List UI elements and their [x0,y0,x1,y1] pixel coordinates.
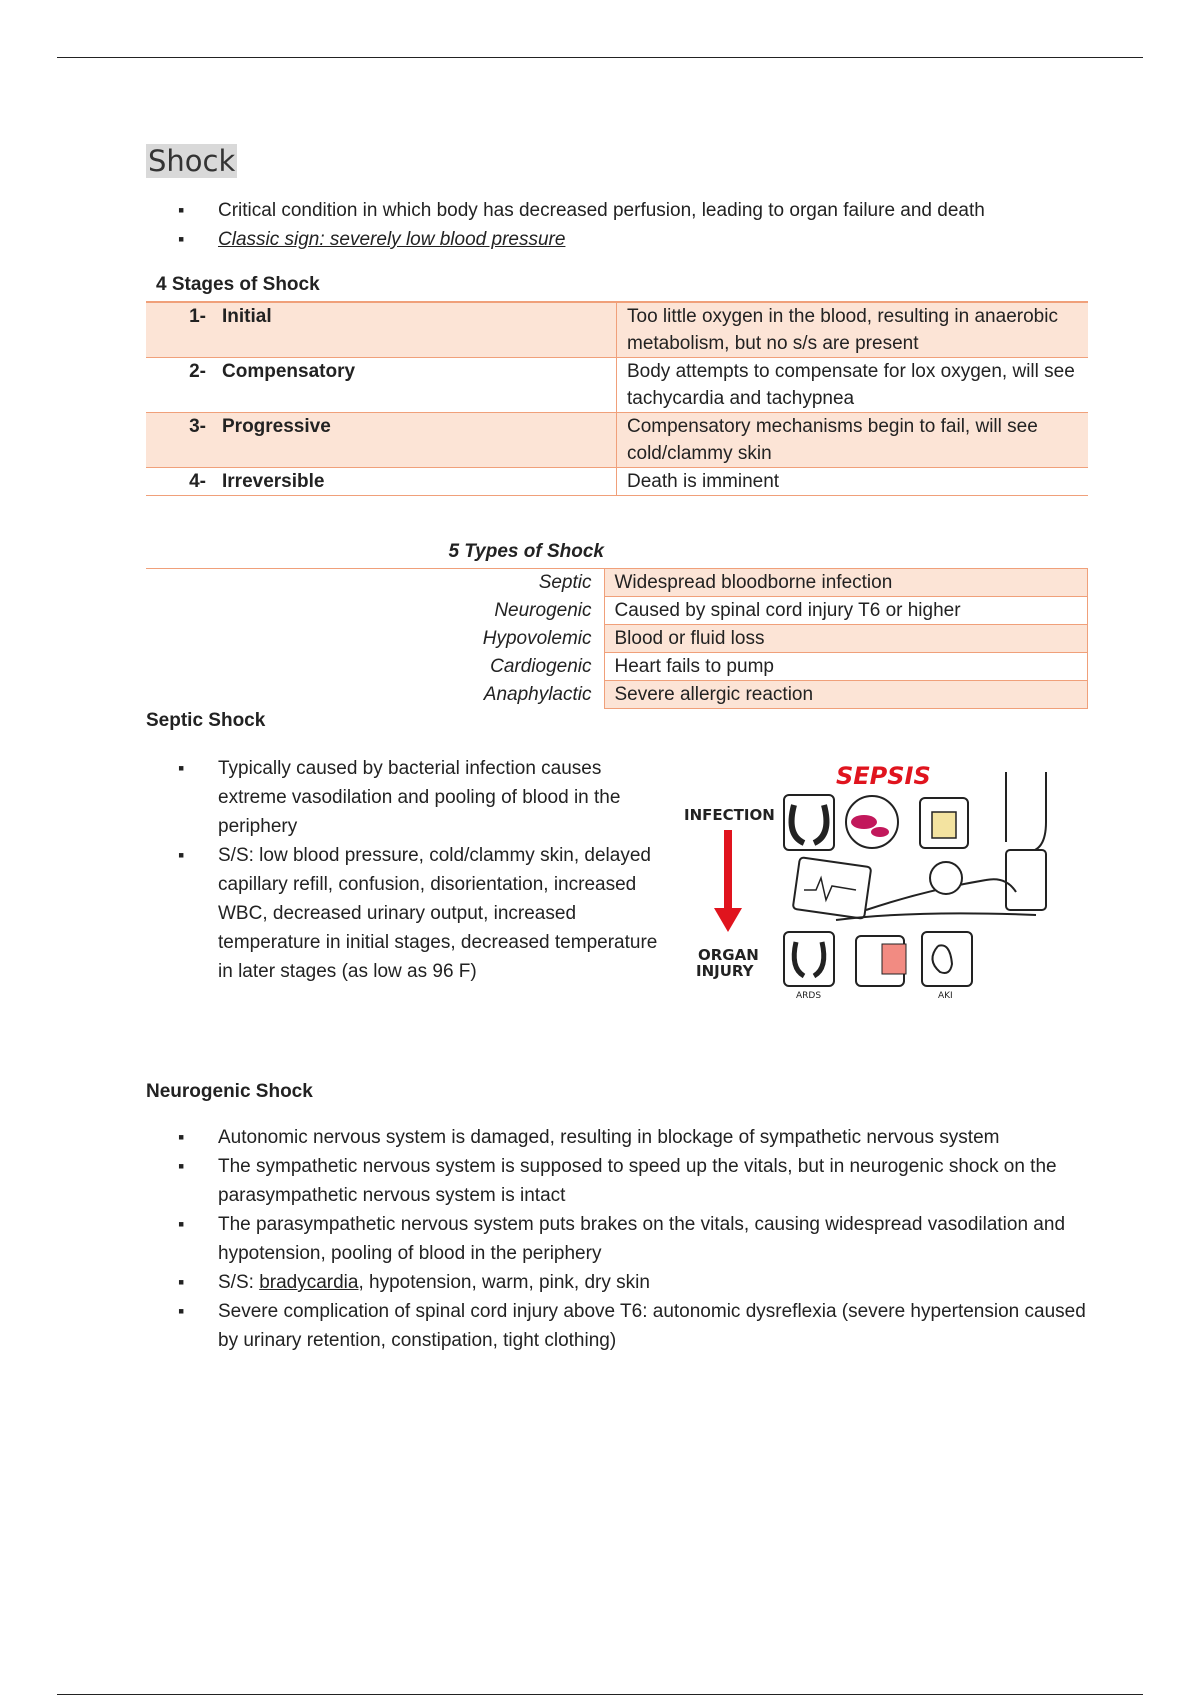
ss-prefix: S/S: [218,1272,260,1293]
type-description: Blood or fluid loss [604,625,1088,653]
lung-xray-icon [784,795,834,850]
type-name: Neurogenic [494,599,592,621]
list-item: ▪ Typically caused by bacterial infection causes extreme vasodilation and pooling of blood in the periphery [146,754,666,841]
injury-label: INJURY [696,962,754,980]
stage-number: 3- [146,413,222,468]
list-item: ▪ Critical condition in which body has decreased perfusion, leading to organ failure and death [146,196,1116,225]
header-rule [57,57,1143,58]
ards-lung-icon [784,932,834,1001]
types-heading: 5 Types of Shock [448,541,604,562]
stages-table [146,301,1088,496]
septic-heading: Septic Shock [146,710,266,731]
sepsis-illustration [676,760,1076,1010]
stages-heading: 4 Stages of Shock [156,274,320,295]
stage-description: Compensatory mechanisms begin to fail, will see cold/clammy skin [617,413,1089,468]
classic-sign-text: Classic sign: severely low blood pressure [218,229,566,250]
table-row [146,681,1088,709]
list-item: ▪ The parasympathetic nervous system puts brakes on the vitals, causing widespread vasodilation and hypotension, pooling of blood in the periphery [146,1210,1106,1268]
table-row [146,302,1088,358]
bradycardia-term: bradycardia [259,1272,359,1293]
table-row [146,569,1088,597]
list-item: ▪ The sympathetic nervous system is supposed to speed up the vitals, but in neurogenic shock on the parasympathetic nervous system is intact [146,1152,1106,1210]
stage-number: 1- [146,302,222,358]
table-row [146,597,1088,625]
type-description: Heart fails to pump [604,653,1088,681]
type-name: Anaphylactic [483,683,592,705]
iv-bag-icon [1006,772,1046,910]
list-item: ▪ Severe complication of spinal cord injury above T6: autonomic dysreflexia (severe hypertension caused by urinary retention, constipation, tight clothing) [146,1297,1106,1355]
stage-description: Death is imminent [617,468,1089,496]
stage-number: 2- [146,358,222,413]
type-name: Cardiogenic [490,655,592,677]
intro-list [146,196,1116,254]
table-row [146,413,1088,468]
ss-rest: , hypotension, warm, pink, dry skin [358,1272,650,1293]
down-arrow-icon [714,830,742,932]
type-description: Widespread bloodborne infection [604,569,1088,597]
table-row [146,468,1088,496]
urine-cup-icon [920,798,968,848]
lab-results-icon [856,936,906,986]
list-item [146,1268,1106,1297]
ards-tag: ARDS [796,991,822,1001]
stage-name: Compensatory [222,358,617,413]
list-item [146,225,1116,254]
neurogenic-list [146,1123,1106,1355]
organ-label: ORGAN [698,946,759,964]
neurogenic-heading: Neurogenic Shock [146,1081,313,1102]
list-item: ▪ S/S: low blood pressure, cold/clammy skin, delayed capillary refill, confusion, disorientation, increased WBC, decreased urinary output, increased temperature in initial stages, decreased temperature in later stages (as low as 96 F) [146,841,666,986]
type-description: Caused by spinal cord injury T6 or higher [604,597,1088,625]
list-item: ▪ Autonomic nervous system is damaged, resulting in blockage of sympathetic nervous system [146,1123,1106,1152]
blood-cells-icon [846,796,898,848]
stage-name: Irreversible [222,468,617,496]
stage-description: Too little oxygen in the blood, resulting in anaerobic metabolism, but no s/s are present [617,302,1089,358]
stage-number: 4- [146,468,222,496]
patient-monitor-icon [793,857,872,919]
sepsis-title: SEPSIS [836,762,931,790]
page-title: Shock [148,144,236,178]
type-description: Severe allergic reaction [604,681,1088,709]
types-table [146,568,1088,709]
stage-description: Body attempts to compensate for lox oxygen, will see tachycardia and tachypnea [617,358,1089,413]
aki-tag: AKI [938,991,953,1001]
footer-rule [57,1694,1143,1695]
septic-list [146,754,666,986]
table-row [146,358,1088,413]
type-name: Septic [538,571,592,593]
stage-name: Progressive [222,413,617,468]
kidney-icon [922,932,972,1001]
type-name: Hypovolemic [482,627,592,649]
table-row [146,653,1088,681]
stage-name: Initial [222,302,617,358]
table-row [146,625,1088,653]
infection-label: INFECTION [684,806,775,824]
